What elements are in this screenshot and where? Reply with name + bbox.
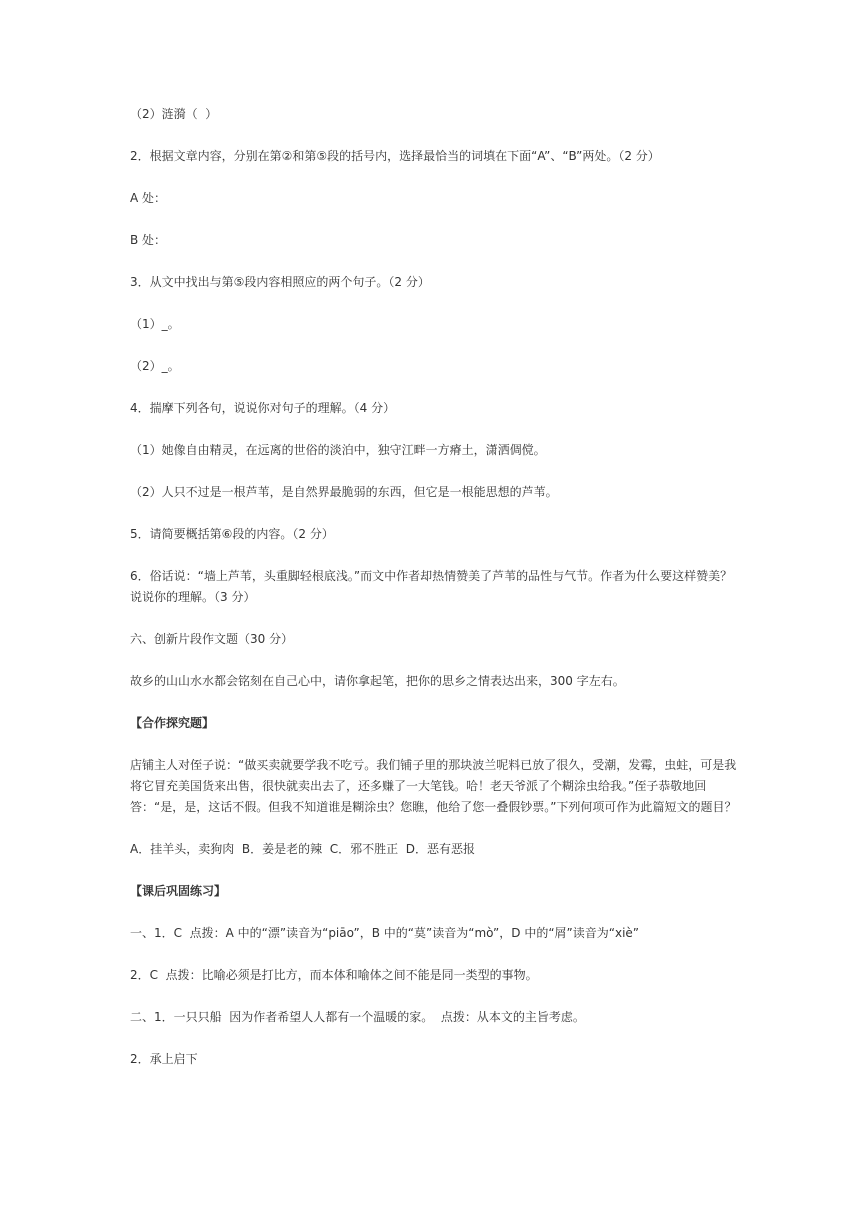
section-heading: 【课后巩固练习】	[130, 884, 227, 898]
paragraph: （2）_。	[130, 359, 180, 373]
paragraph: 4．揣摩下列各句，说说你对句子的理解。（4 分）	[130, 401, 396, 415]
paragraph: 5．请简要概括第⑥段的内容。（2 分）	[130, 527, 334, 541]
document-page	[130, 104, 740, 1091]
section-heading: 【合作探究题】	[130, 716, 215, 730]
paragraph: 3．从文中找出与第⑤段内容相照应的两个句子。（2 分）	[130, 275, 430, 289]
paragraph: 二、1．一只只船 因为作者希望人人都有一个温暖的家。 点拨：从本文的主旨考虑。	[130, 1010, 585, 1024]
paragraph: （2）涟漪（ ）	[130, 107, 218, 121]
paragraph: A 处：	[130, 191, 167, 205]
paragraph: 2．根据文章内容，分别在第②和第⑤段的括号内，选择最恰当的词填在下面“A”、“B”两处。（2 分）	[130, 149, 660, 163]
paragraph: （1）她像自由精灵，在远离的世俗的淡泊中，独守江畔一方瘠土，潇洒倜傥。	[130, 443, 546, 457]
paragraph: （2）人只不过是一根芦苇，是自然界最脆弱的东西，但它是一根能思想的芦苇。	[130, 485, 558, 499]
paragraph: （1）_。	[130, 317, 180, 331]
paragraph: 一、1．C 点拨：A 中的“漂”读音为“piāo”，B 中的“莫”读音为“mò”，D 中的“屑”读音为“xiè”	[130, 926, 640, 940]
paragraph: 2．C 点拨：比喻必须是打比方，而本体和喻体之间不能是同一类型的事物。	[130, 968, 538, 982]
paragraph: B 处：	[130, 233, 167, 247]
section-heading: 六、创新片段作文题（30 分）	[130, 632, 294, 646]
paragraph: 6．俗话说：“墙上芦苇，头重脚轻根底浅。”而文中作者却热情赞美了芦苇的品性与气节。作者为什么要这样赞美？说说你的理解。（3 分）	[130, 569, 733, 604]
paragraph: 店铺主人对侄子说：“做买卖就要学我不吃亏。我们铺子里的那块波兰呢料已放了很久，受潮，发霉，虫蛀，可是我将它冒充美国货来出售，很快就卖出去了，还多赚了一大笔钱。哈！老天爷派了个糊涂虫给我。”侄子恭敬地回答：“是，是，这话不假。但我不知道谁是糊涂虫？您瞧，他给了您一叠假钞票。”下列何项可作为此篇短文的题目？	[130, 758, 737, 814]
paragraph: A．挂羊头，卖狗肉 B．姜是老的辣 C．邪不胜正 D．恶有恶报	[130, 842, 475, 856]
paragraph: 故乡的山山水水都会铭刻在自己心中，请你拿起笔，把你的思乡之情表达出来，300 字左右。	[130, 674, 625, 688]
paragraph: 2．承上启下	[130, 1052, 198, 1066]
